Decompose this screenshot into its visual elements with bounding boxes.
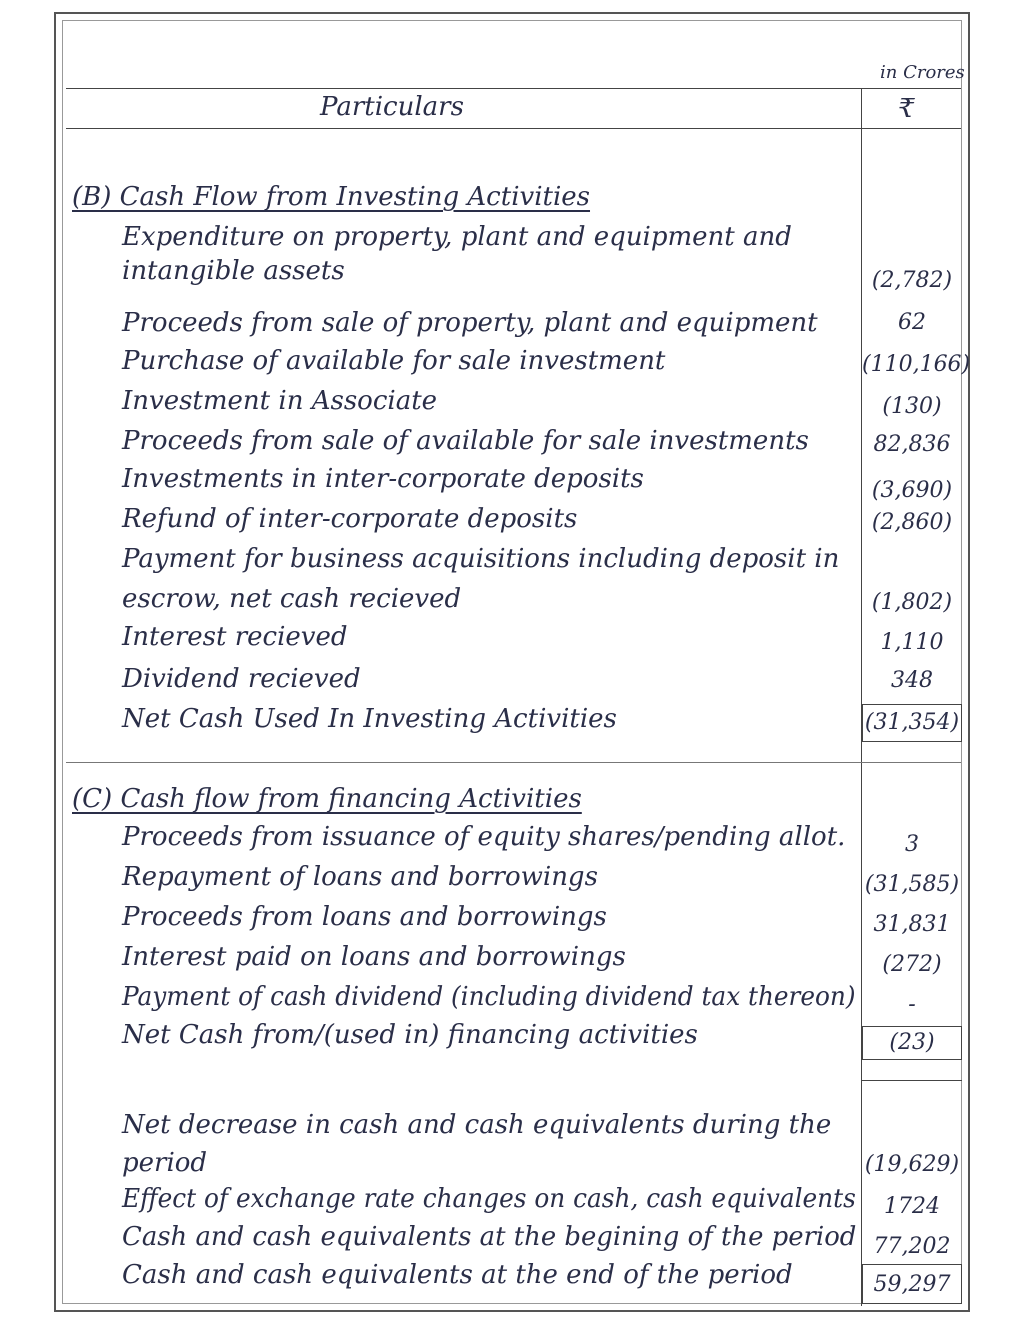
financing-item-amount: - [908, 992, 916, 1017]
summary-item-label: Cash and cash equivalents at the end of the period [122, 1260, 793, 1290]
investing-net-amount: (31,354) [864, 710, 960, 735]
summary-item-amount: 1724 [884, 1194, 940, 1219]
investing-item-label: Expenditure on property, plant and equipment and [122, 222, 792, 252]
investing-item-label: Payment for business acquisitions including deposit in [122, 544, 840, 574]
investing-item-amount: 1,110 [880, 630, 944, 655]
summary-item-label: Net decrease in cash and cash equivalents during the [122, 1110, 832, 1140]
header-bottom-rule [66, 128, 961, 129]
investing-item-label: Interest recieved [122, 622, 348, 652]
investing-section-title: (B) Cash Flow from Investing Activities [72, 182, 591, 212]
financing-item-label: Proceeds from issuance of equity shares/pending allot. [122, 822, 846, 852]
financing-net-label: Net Cash from/(used in) financing activities [122, 1020, 698, 1050]
financing-item-amount: (272) [882, 952, 942, 977]
investing-item-label: Purchase of available for sale investment [122, 346, 666, 376]
investing-item-amount: (110,166) [862, 352, 971, 377]
summary-item-amount: 59,297 [873, 1272, 951, 1297]
investing-item-amount: (130) [882, 394, 942, 419]
investing-item-label: Dividend recieved [122, 664, 361, 694]
investing-item-amount: 348 [891, 668, 933, 693]
investing-item-amount: 82,836 [873, 432, 951, 457]
financing-item-label: Payment of cash dividend (including dividend tax thereon) [122, 982, 856, 1012]
investing-item-amount: (3,690) [871, 478, 953, 503]
summary-item-label: Cash and cash equivalents at the begining of the period [122, 1222, 857, 1252]
investing-net-label: Net Cash Used In Investing Activities [122, 704, 617, 734]
summary-divider [862, 1080, 962, 1081]
financing-item-label: Proceeds from loans and borrowings [122, 902, 607, 932]
summary-item-amount: (19,629) [864, 1152, 960, 1177]
financing-item-amount: (31,585) [864, 872, 960, 897]
financing-net-amount: (23) [889, 1030, 935, 1055]
summary-item-amount: 77,202 [873, 1234, 951, 1259]
investing-item-amount: (2,782) [871, 268, 953, 293]
currency-symbol: ₹ [898, 94, 915, 124]
financing-section-title: (C) Cash flow from financing Activities [72, 784, 582, 814]
financing-item-label: Interest paid on loans and borrowings [122, 942, 626, 972]
particulars-heading: Particulars [320, 92, 464, 122]
header-top-rule [66, 88, 961, 89]
investing-item-label: escrow, net cash recieved [122, 584, 462, 614]
investing-item-label: Proceeds from sale of property, plant and equipment [122, 308, 818, 338]
financing-item-amount: 31,831 [873, 912, 951, 937]
investing-item-amount: 62 [898, 310, 926, 335]
financing-item-label: Repayment of loans and borrowings [122, 862, 598, 892]
investing-item-label: Refund of inter-corporate deposits [122, 504, 578, 534]
financing-item-amount: 3 [905, 832, 919, 857]
investing-item-amount: (2,860) [871, 510, 953, 535]
summary-item-label: Effect of exchange rate changes on cash, cash equivalents [122, 1184, 856, 1214]
investing-item-amount: (1,802) [871, 590, 953, 615]
section-divider [66, 762, 961, 763]
investing-item-label: Investments in inter-corporate deposits [122, 464, 644, 494]
investing-item-label: Investment in Associate [122, 386, 438, 416]
investing-item-label: Proceeds from sale of available for sale investments [122, 426, 809, 456]
summary-item-label: period [122, 1148, 208, 1178]
investing-item-label: intangible assets [122, 256, 345, 286]
unit-note: in Crores [880, 62, 965, 83]
